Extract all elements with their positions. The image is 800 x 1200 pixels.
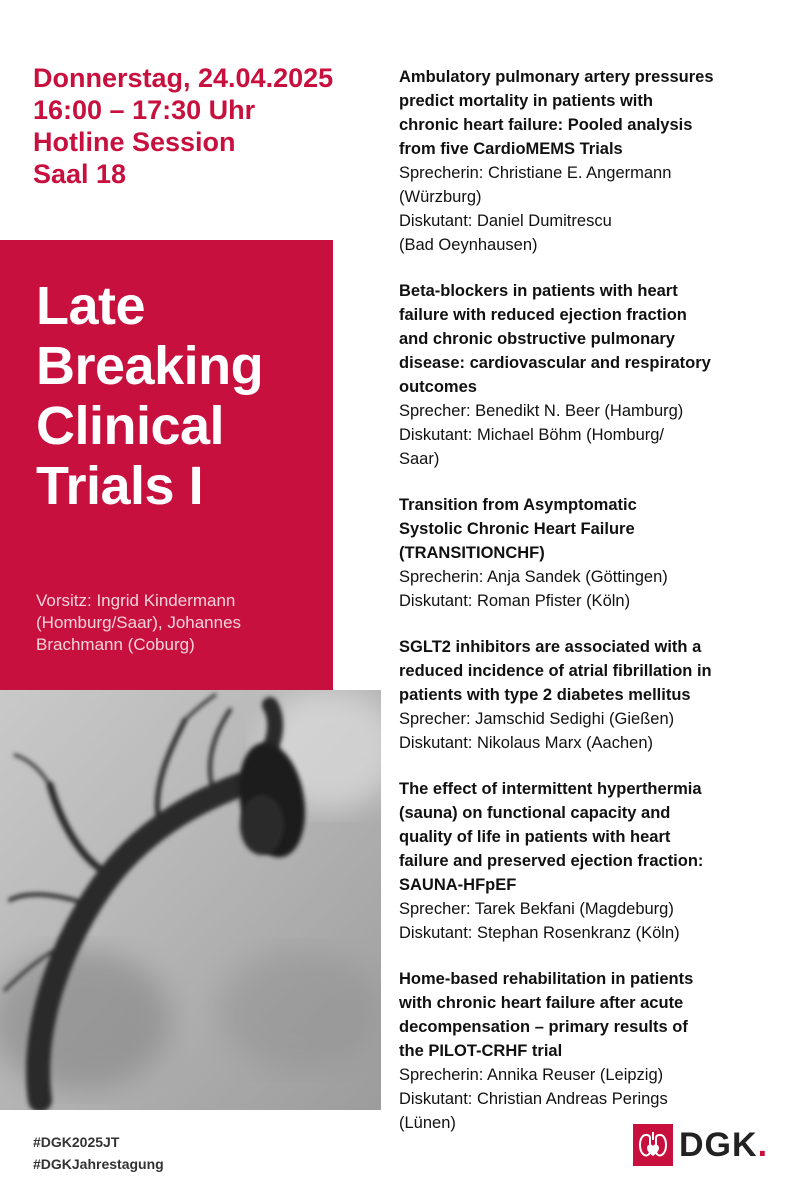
heart-lungs-icon bbox=[633, 1124, 673, 1166]
hashtag: #DGKJahrestagung bbox=[33, 1156, 164, 1172]
discussant-line: Diskutant: Michael Böhm (Homburg/ bbox=[399, 426, 665, 444]
chair-line: Brachmann (Coburg) bbox=[36, 635, 195, 654]
talk-discussant bbox=[399, 731, 779, 755]
talk-title bbox=[399, 493, 779, 565]
talk-speaker bbox=[399, 399, 779, 423]
talk-title-line: (TRANSITIONCHF) bbox=[399, 544, 545, 562]
talk-title-line: from five CardioMEMS Trials bbox=[399, 140, 623, 158]
discussant-line: Diskutant: Roman Pfister (Köln) bbox=[399, 592, 631, 610]
discussant-line: (Lünen) bbox=[399, 1114, 456, 1132]
discussant-line: Diskutant: Christian Andreas Perings bbox=[399, 1090, 668, 1108]
speaker-line: Sprecherin: Christiane E. Angermann bbox=[399, 164, 672, 182]
speaker-line: Sprecher: Jamschid Sedighi (Gießen) bbox=[399, 710, 675, 728]
title-line: Trials I bbox=[36, 456, 204, 516]
discussant-line: Saar) bbox=[399, 450, 440, 468]
talk-item bbox=[399, 967, 779, 1135]
talk-title-line: disease: cardiovascular and respiratory bbox=[399, 354, 711, 372]
talk-title-line: patients with type 2 diabetes mellitus bbox=[399, 686, 691, 704]
talk-title-line: quality of life in patients with heart bbox=[399, 828, 671, 846]
talk-title bbox=[399, 777, 779, 897]
talk-title-line: outcomes bbox=[399, 378, 477, 396]
talk-speaker bbox=[399, 707, 779, 731]
talk-speaker bbox=[399, 1063, 779, 1087]
talk-speaker bbox=[399, 897, 779, 921]
talk-title-line: decompensation – primary results of bbox=[399, 1018, 688, 1036]
discussant-line: Diskutant: Daniel Dumitrescu bbox=[399, 212, 612, 230]
talk-title bbox=[399, 279, 779, 399]
title-line: Late bbox=[36, 276, 146, 336]
talk-item bbox=[399, 635, 779, 755]
session-time: 16:00 – 17:30 Uhr bbox=[33, 95, 256, 125]
discussant-line: Diskutant: Nikolaus Marx (Aachen) bbox=[399, 734, 654, 752]
talk-title-line: The effect of intermittent hyperthermia bbox=[399, 780, 702, 798]
logo-dot: . bbox=[757, 1125, 769, 1164]
talk-title bbox=[399, 65, 779, 161]
dgk-logo bbox=[633, 1123, 768, 1167]
talk-discussant bbox=[399, 209, 779, 257]
speaker-line: Sprecherin: Anja Sandek (Göttingen) bbox=[399, 568, 668, 586]
talk-title-line: failure with reduced ejection fraction bbox=[399, 306, 687, 324]
session-date: Donnerstag, 24.04.2025 bbox=[33, 63, 334, 93]
chair-line: Vorsitz: Ingrid Kindermann bbox=[36, 591, 236, 610]
talk-title-line: predict mortality in patients with bbox=[399, 92, 653, 110]
title-line: Clinical bbox=[36, 396, 225, 456]
chair-line: (Homburg/Saar), Johannes bbox=[36, 613, 242, 632]
talk-item bbox=[399, 777, 779, 945]
talk-item bbox=[399, 279, 779, 471]
talk-title-line: Beta-blockers in patients with heart bbox=[399, 282, 678, 300]
discussant-line: Diskutant: Stephan Rosenkranz (Köln) bbox=[399, 924, 680, 942]
talk-title-line: Transition from Asymptomatic bbox=[399, 496, 637, 514]
logo-text bbox=[679, 1126, 768, 1165]
talk-item bbox=[399, 65, 779, 257]
talk-title-line: and chronic obstructive pulmonary bbox=[399, 330, 675, 348]
talk-speaker bbox=[399, 161, 779, 209]
session-room: Saal 18 bbox=[33, 159, 127, 189]
talk-title-line: failure and preserved ejection fraction: bbox=[399, 852, 704, 870]
speaker-line: Sprecher: Benedikt N. Beer (Hamburg) bbox=[399, 402, 684, 420]
hashtags bbox=[33, 1131, 164, 1175]
talk-speaker bbox=[399, 565, 779, 589]
talk-title bbox=[399, 967, 779, 1063]
talk-title-line: the PILOT-CRHF trial bbox=[399, 1042, 563, 1060]
talk-title-line: Home-based rehabilitation in patients bbox=[399, 970, 694, 988]
talk-list bbox=[399, 65, 779, 1157]
speaker-line: Sprecher: Tarek Bekfani (Magdeburg) bbox=[399, 900, 674, 918]
talk-title-line: (sauna) on functional capacity and bbox=[399, 804, 671, 822]
chair-info bbox=[36, 590, 326, 656]
hashtag: #DGK2025JT bbox=[33, 1134, 120, 1150]
talk-title-line: SGLT2 inhibitors are associated with a bbox=[399, 638, 702, 656]
session-type: Hotline Session bbox=[33, 127, 236, 157]
talk-title-line: with chronic heart failure after acute bbox=[399, 994, 684, 1012]
talk-title-line: SAUNA-HFpEF bbox=[399, 876, 517, 894]
speaker-line: Sprecherin: Annika Reuser (Leipzig) bbox=[399, 1066, 664, 1084]
title-line: Breaking bbox=[36, 336, 264, 396]
session-header bbox=[33, 62, 393, 190]
speaker-line: (Würzburg) bbox=[399, 188, 482, 206]
discussant-line: (Bad Oeynhausen) bbox=[399, 236, 538, 254]
talk-title bbox=[399, 635, 779, 707]
talk-discussant bbox=[399, 423, 779, 471]
angiogram-image bbox=[0, 690, 381, 1110]
talk-title-line: Systolic Chronic Heart Failure bbox=[399, 520, 635, 538]
talk-discussant bbox=[399, 921, 779, 945]
talk-discussant bbox=[399, 589, 779, 613]
talk-title-line: Ambulatory pulmonary artery pressures bbox=[399, 68, 714, 86]
logo-letters: DGK bbox=[679, 1125, 758, 1164]
session-title bbox=[36, 276, 326, 516]
talk-title-line: reduced incidence of atrial fibrillation in bbox=[399, 662, 712, 680]
talk-title-line: chronic heart failure: Pooled analysis bbox=[399, 116, 693, 134]
talk-item bbox=[399, 493, 779, 613]
